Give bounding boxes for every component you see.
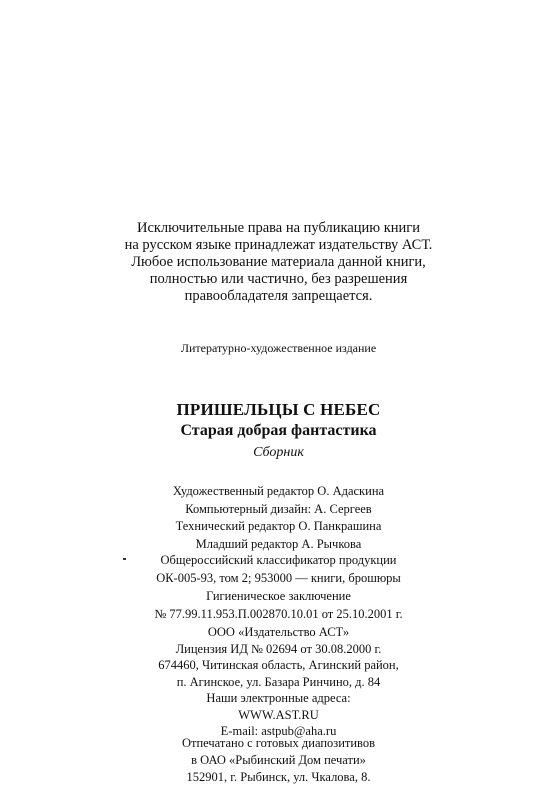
editor-line: Художественный редактор О. Адаскина (172, 484, 385, 498)
editor-line: Технический редактор О. Панкрашина (175, 519, 382, 533)
printer-line: в ОАО «Рыбинский Дом печати» (191, 753, 366, 767)
hygiene-line: № 77.99.11.953.П.002870.10.01 от 25.10.2001 г. (154, 606, 403, 621)
book-title (0, 399, 557, 420)
rights-line: Любое использование материала данной книги, (131, 254, 426, 270)
book-title-text: ПРИШЕЛЬЦЫ С НЕБЕС (176, 400, 381, 419)
editor-line: Компьютерный дизайн: А. Сергеев (185, 501, 372, 516)
book-kind (0, 444, 557, 462)
genre-label (0, 341, 557, 356)
genre-text: Литературно-художественное издание (180, 341, 377, 355)
book-subtitle (0, 421, 557, 441)
product-classifier (0, 552, 557, 587)
printer-info (0, 735, 557, 786)
publisher-line: ООО «Издательство АСТ» (207, 625, 350, 639)
editors-credits (0, 483, 557, 553)
rights-notice (0, 220, 557, 305)
printer-line: Отпечатано с готовых диапозитивов (181, 736, 376, 750)
publisher-line: Наши электронные адреса: (206, 691, 351, 705)
rights-line: Исключительные права на публикацию книги (136, 220, 421, 236)
book-subtitle-text: Старая добрая фантастика (180, 422, 377, 439)
editor-line: Младший редактор А. Рычкова (195, 536, 362, 551)
publisher-line: п. Агинское, ул. Базара Ринчино, д. 84 (176, 674, 381, 689)
rights-line: на русском языке принадлежат издательству АСТ. (124, 237, 433, 253)
publisher-info (0, 624, 557, 740)
publisher-line: 674460, Читинская область, Агинский район, (158, 658, 399, 672)
publisher-website: WWW.AST.RU (238, 707, 319, 722)
publisher-line: Лицензия ИД № 02694 от 30.08.2000 г. (175, 641, 382, 656)
classifier-line: ОК-005-93, том 2; 953000 — книги, брошюры (156, 570, 401, 585)
hygiene-certificate (0, 588, 557, 623)
rights-line: правообладателя запрещается. (184, 288, 373, 304)
classifier-line: Общероссийский классификатор продукции (160, 553, 397, 567)
rights-line: полностью или частично, без разрешения (149, 271, 408, 287)
hygiene-line: Гигиеническое заключение (206, 589, 351, 603)
publisher-email: E-mail: astpub@aha.ru (220, 724, 337, 738)
book-kind-text: Сборник (253, 445, 304, 460)
printer-line: 152901, г. Рыбинск, ул. Чкалова, 8. (186, 770, 371, 784)
